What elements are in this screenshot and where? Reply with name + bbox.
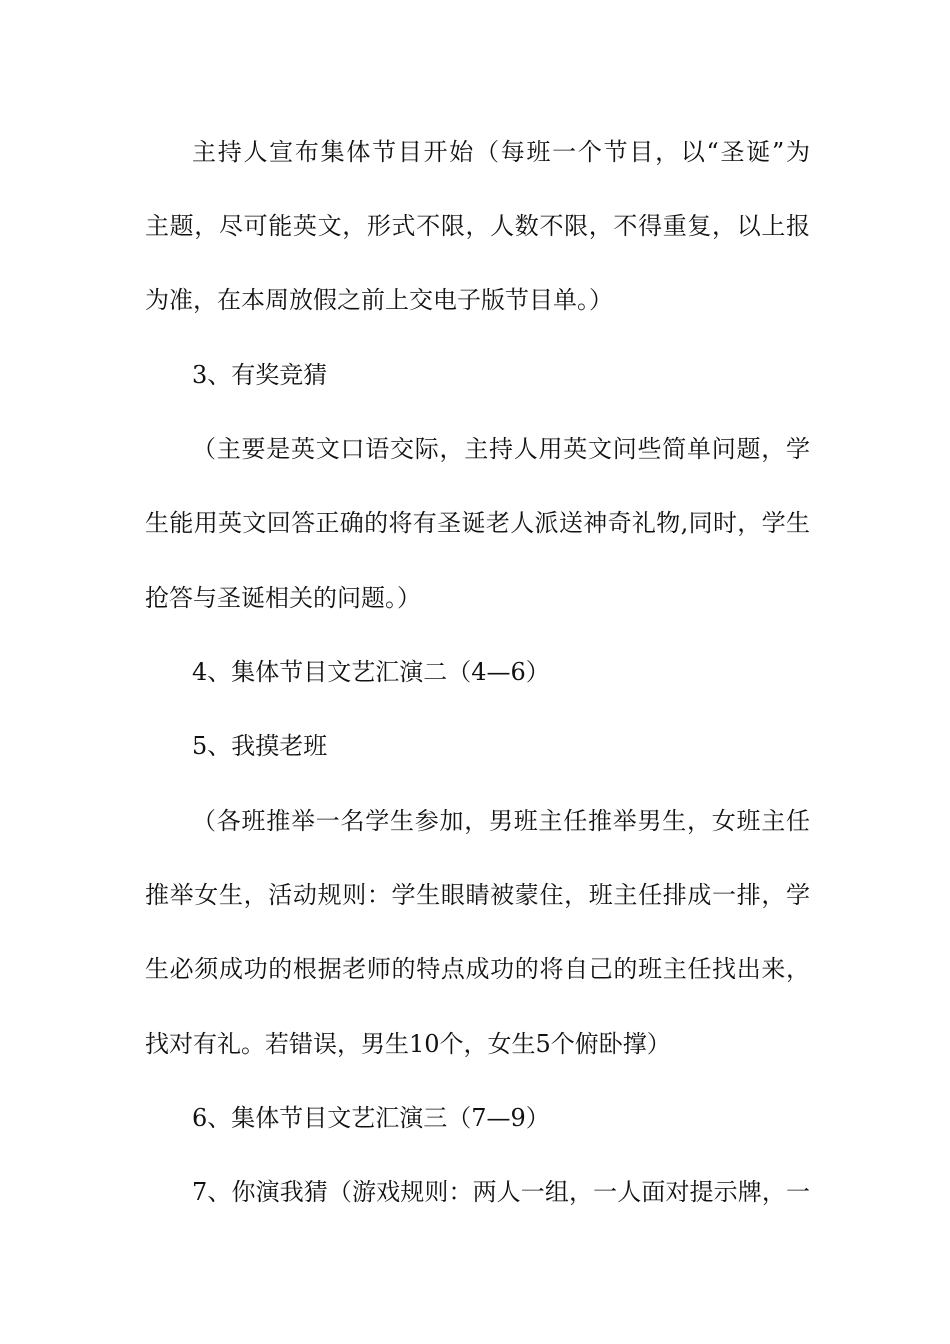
paragraph-line-6: 生能用英文回答正确的将有圣诞老人派送神奇礼物,同时，学生 [145,509,810,537]
paragraph-line-10: （各班推举一名学生参加，男班主任推举男生，女班主任 [192,807,810,835]
paragraph-line-7: 抢答与圣诞相关的问题。） [145,584,421,612]
section-heading-6: 6、集体节目文艺汇演三（7—9） [192,1104,550,1132]
paragraph-line-12: 生必须成功的根据老师的特点成功的将自己的班主任找出来， [145,955,810,983]
paragraph-line-2: 主题，尽可能英文，形式不限，人数不限，不得重复，以上报 [145,212,810,240]
section-heading-4: 4、集体节目文艺汇演二（4—6） [192,658,550,686]
paragraph-line-5: （主要是英文口语交际，主持人用英文问些简单问题，学 [192,435,810,463]
paragraph-line-11: 推举女生，活动规则：学生眼睛被蒙住，班主任排成一排，学 [145,881,810,909]
section-heading-3: 3、有奖竞猜 [192,361,328,389]
paragraph-line-1: 主持人宣布集体节目开始（每班一个节目，以“圣诞”为 [192,138,810,166]
paragraph-line-3: 为准，在本周放假之前上交电子版节目单。） [145,286,613,314]
paragraph-line-13: 找对有礼。若错误，男生10个，女生5个俯卧撑） [145,1030,671,1058]
section-heading-7: 7、你演我猜（游戏规则：两人一组，一人面对提示牌，一 [192,1178,810,1206]
section-heading-5: 5、我摸老班 [192,732,328,760]
